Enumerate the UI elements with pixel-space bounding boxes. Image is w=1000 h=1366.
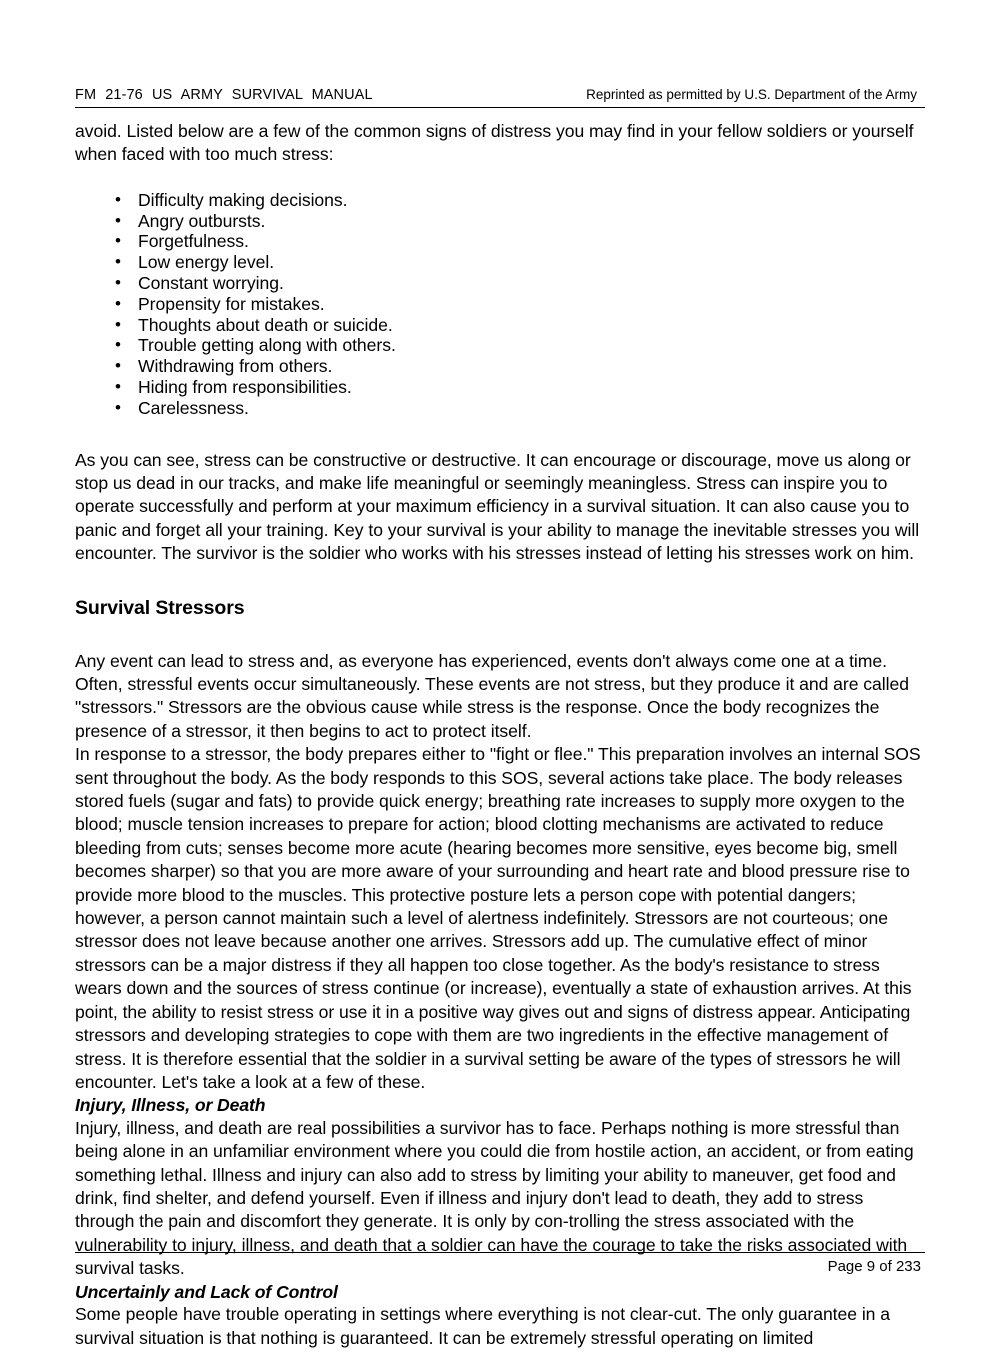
list-item-label: Hiding from responsibilities. — [138, 376, 352, 397]
list-item — [75, 356, 925, 377]
bullet-icon: • — [115, 376, 121, 396]
page-content — [75, 86, 925, 1350]
spacer — [75, 167, 925, 190]
bullet-icon: • — [115, 210, 121, 230]
list-item-label: Trouble getting along with others. — [138, 335, 396, 356]
constructive-stress-paragraph: As you can see, stress can be constructive or destructive. It can encourage or discourage, move us along or stop us dead in our tracks, and make life meaningful or seemingly meaningless. Stress can inspire you to operate successfully and perform at your maximum efficiency in a survival situation. It can also cause you to panic and forget all your training. Key to your survival is your ability to manage the inevitable stresses you will encounter. The survivor is the soldier who works with his stresses instead of letting his stresses work on him. — [75, 449, 920, 564]
list-item — [75, 273, 925, 294]
list-item-label: Withdrawing from others. — [138, 356, 333, 377]
bullet-icon: • — [115, 314, 121, 334]
list-item — [75, 398, 925, 419]
bullet-icon: • — [115, 273, 121, 292]
spacer — [75, 108, 925, 120]
list-item-label: Angry outbursts. — [138, 210, 266, 231]
bullet-icon: • — [115, 397, 121, 417]
running-header — [75, 86, 925, 108]
list-item — [75, 315, 925, 336]
header-manual-title: FM 21-76 US ARMY SURVIVAL MANUAL — [75, 87, 373, 103]
stressors-paragraph-two: In response to a stressor, the body prepares either to "fight or flee." This preparation involves an internal SOS sent throughout the body. As the body responds to this SOS, several actions take place. The body releases stored fuels (sugar and fats) to provide quick energy; breathing rate increases to supply more oxygen to the blood; muscle tension increases to prepare for action; blood clotting mechanisms are activated to reduce bleeding from cuts; senses become more acute (hearing becomes more sensitive, eyes become big, smell becomes sharper) so that you are more aware of your surrounding and heart rate and blood pressure rise to provide more blood to the muscles. This protective posture lets a person cope with potential dangers; however, a person cannot maintain such a level of alertness indefinitely. Stressors are not courteous; one stressor does not leave because another one arrives. Stressors add up. The cumulative effect of minor stressors can be a major distress if they all happen too close together. As the body's resistance to stress wears down and the sources of stress continue (or increase), eventually a state of exhaustion arrives. At this point, the ability to resist stress or use it in a positive way gives out and signs of distress appear. Anticipating stressors and developing strategies to cope with them are two ingredients in the effective management of stress. It is therefore essential that the soldier in a survival setting be aware of the types of stressors he will encounter. Let's take a look at a few of these. — [75, 744, 921, 1092]
page-body — [75, 108, 925, 1350]
bullet-icon: • — [115, 356, 121, 376]
list-item-label: Constant worrying. — [138, 273, 284, 293]
list-item-label: Difficulty making decisions. — [138, 189, 348, 210]
running-footer — [75, 1252, 925, 1277]
list-item-label: Carelessness. — [138, 397, 249, 418]
stressors-paragraph-one: Any event can lead to stress and, as everyone has experienced, events don't always come one at a time. Often, stressful events occur simultaneously. These events are not stress, but they produce it and are called "stressors." Stressors are the obvious cause while stress is the response. Once the body recognizes the presence of a stressor, it then begins to act to protect itself. — [75, 650, 909, 741]
uncertainty-paragraph: Some people have trouble operating in settings where everything is not clear-cut. The only guarantee in a survival situation is that nothing is guaranteed. It can be extremely stressful operating on limited — [75, 1304, 890, 1348]
bullet-icon: • — [115, 252, 121, 272]
subheading-uncertainty-lack-of-control: Uncertainly and Lack of Control — [75, 1281, 338, 1302]
header-reprint-notice: Reprinted as permitted by U.S. Department of the Army — [586, 87, 917, 102]
spacer — [75, 566, 925, 596]
spacer — [75, 620, 925, 650]
list-item — [75, 211, 925, 232]
list-item — [75, 294, 925, 315]
list-item — [75, 377, 925, 398]
bullet-icon: • — [115, 335, 121, 355]
signs-of-distress-list — [75, 190, 925, 419]
list-item — [75, 190, 925, 211]
list-item — [75, 231, 925, 252]
list-item — [75, 252, 925, 273]
list-item-label: Thoughts about death or suicide. — [138, 314, 393, 335]
spacer — [75, 419, 925, 449]
list-item-label: Low energy level. — [138, 252, 275, 273]
list-item — [75, 335, 925, 356]
page-number-label: Page 9 of 233 — [827, 1258, 921, 1275]
subheading-injury-illness-death: Injury, Illness, or Death — [75, 1095, 266, 1116]
bullet-icon: • — [115, 293, 121, 313]
bullet-icon: • — [115, 189, 121, 209]
list-item-label: Forgetfulness. — [138, 231, 249, 252]
section-heading-survival-stressors: Survival Stressors — [75, 596, 245, 619]
list-item-label: Propensity for mistakes. — [138, 293, 325, 314]
bullet-icon: • — [115, 231, 121, 251]
injury-paragraph: Injury, illness, and death are real possibilities a survivor has to face. Perhaps nothing is more stressful than being alone in an unfamiliar environment where you could die from hostile action, an accident, or from eating something lethal. Illness and injury can also add to stress by limiting your ability to maneuver, get food and drink, find shelter, and defend yourself. Even if illness and injury don't lead to death, they add to stress through the pain and discomfort they generate. It is only by con-trolling the stress associated with the vulnerability to injury, illness, and death that a soldier can have the courage to take the risks associated with survival tasks. — [75, 1117, 914, 1279]
intro-paragraph: avoid. Listed below are a few of the common signs of distress you may find in your fellow soldiers or yourself when faced with too much stress: — [75, 121, 914, 165]
